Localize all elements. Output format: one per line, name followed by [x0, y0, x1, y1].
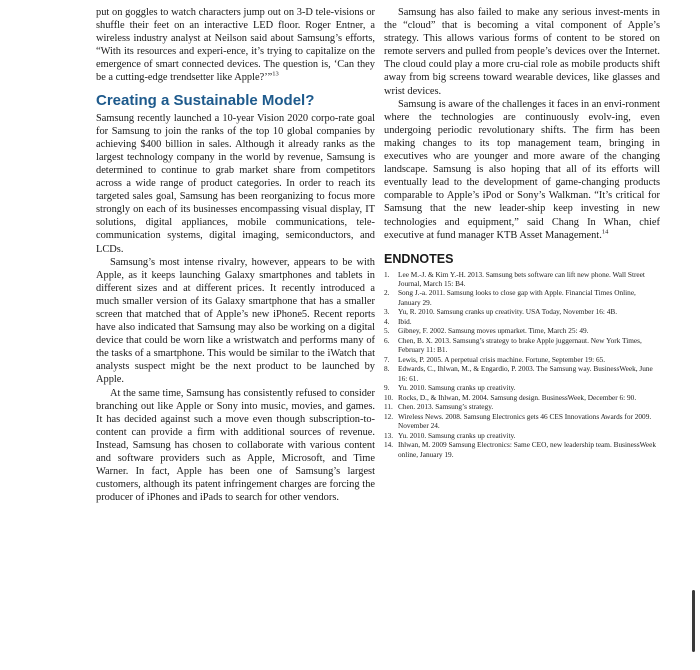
endnote-item — [384, 412, 660, 430]
endnote-number: 10. — [384, 392, 394, 402]
left-column — [96, 6, 375, 504]
endnote-text: Chen. 2013. Samsung’s strategy. — [398, 402, 494, 412]
endnote-reference: 14 — [601, 228, 609, 236]
endnote-text: Ibid. — [398, 316, 412, 326]
endnote-number: 11. — [384, 402, 393, 412]
endnote-text: Gibney, F. 2002. Samsung moves upmarket. Time, March 25: 49. — [398, 326, 589, 336]
endnote-text: Yu. 2010. Samsung cranks up creativity. — [398, 430, 516, 440]
endnote-item — [384, 326, 660, 335]
paragraph-text: put on goggles to watch characters jump out on 3-D tele-visions or shuffle their feet on an interactive LED floor. Roger Entner, a wireless industry analyst at Neilson said about Samsung’s efforts, “With its resources and experi-ence, it’s trying to capitalize on the emergence of smart connected devices. The question is, ‘Can they be a cutting-edge trendsetter like Apple?’” — [96, 7, 375, 84]
body-paragraph: Samsung recently launched a 10-year Vision 2020 corpo-rate goal for Samsung to join the ranks of the top 10 global companies by achieving $400 billion in sales. Although it already ranks as the largest technology company in the world by revenue, Samsung is determined to continue to grab market share from competitors across a wide range of product categories. In order to reach its targeted sales goal, Samsung has been reorganizing to focus more strongly on each of its businesses encompassing visual display, IT solutions, digital appliances, mobile communications, tele-communication systems, digital imaging, semiconductors, and LCDs. — [96, 112, 375, 255]
endnotes-heading: ENDNOTES — [384, 251, 454, 266]
body-paragraph — [384, 98, 660, 242]
scrollbar-thumb[interactable] — [692, 590, 695, 652]
endnote-text: Wireless News. 2008. Samsung Electronics gets 46 CES Innovations Awards for 2009. November 24. — [398, 412, 652, 431]
endnote-text: Lewis, P. 2005. A perpetual crisis machine. Fortune, September 19: 65. — [398, 354, 606, 364]
body-paragraph: Samsung’s most intense rivalry, however, appears to be with Apple, as it keeps launching Galaxy smartphones and tablets in different sizes and at different prices. It recently introduced a much smaller version of its Galaxy smartphone that has a smaller screen that matched that of Apple’s new iPhone5. Recent reports have also indicated that Samsung may also be working on a digital device that could be worn like a wristwatch and performs many of the tasks of a smartphone. This would be similar to the iWatch that analysts suspect might be the next product to be launched by Apple. — [96, 256, 375, 386]
endnote-number: 3. — [384, 307, 390, 317]
endnote-text: Chen, B. X. 2013. Samsung’s strategy to brake Apple juggernaut. New York Times, February 11: B1. — [398, 336, 642, 355]
endnote-item — [384, 336, 660, 354]
endnote-item — [384, 364, 660, 382]
endnote-item — [384, 383, 660, 392]
endnote-item — [384, 307, 660, 316]
body-paragraph — [96, 6, 375, 85]
paragraph-text: Samsung is aware of the challenges it faces in an envi-ronment where the technologies are continuously evolv-ing, even undergoing periodic revolutionary shifts. The firm has been making changes to its top management team, bringing in executives who are younger and more aware of the changing landscape. Samsung is also hoping that all of its efforts will eventually lead to the development of game-changing products comparable to Apple’s iPod or Sony’s Walkman. “It’s critical for Samsung that the new leader-ship keep investing in new technologies and equipment,” said Chang In Whan, chief executive at fund manager KTB Asset Management. — [384, 98, 660, 241]
endnote-text: Yu, R. 2010. Samsung cranks up creativity. USA Today, November 16: 4B. — [398, 307, 618, 317]
endnote-number: 6. — [384, 336, 390, 346]
endnote-item — [384, 431, 660, 440]
endnote-number: 4. — [384, 316, 390, 326]
endnote-number: 1. — [384, 269, 390, 279]
endnote-reference: 13 — [272, 71, 279, 78]
body-paragraph: Samsung has also failed to make any serious invest-ments in the “cloud” that is becoming a vital component of Apple’s strategy. This allows various forms of content to be stored on remote servers and pulled from people’s devices over the Internet. The cloud could play a more cru-cial role as mobile products shift away from big screens toward wearable devices, like glasses and wrist devices. — [384, 7, 660, 97]
endnote-item — [384, 355, 660, 364]
endnote-number: 14. — [384, 440, 394, 450]
endnote-item — [384, 270, 660, 288]
endnote-number: 9. — [384, 383, 390, 393]
endnote-number: 5. — [384, 326, 390, 336]
endnote-text: Rocks, D., & Ihlwan, M. 2004. Samsung design. BusinessWeek, December 6: 90. — [398, 392, 637, 402]
endnote-number: 2. — [384, 288, 390, 298]
endnote-text: Song J.-a. 2011. Samsung looks to close gap with Apple. Financial Times Online, January 29. — [398, 288, 636, 307]
endnote-item — [384, 393, 660, 402]
endnote-number: 12. — [384, 412, 394, 422]
right-column — [384, 6, 660, 459]
endnote-item — [384, 317, 660, 326]
endnote-item — [384, 402, 660, 411]
endnote-text: Yu. 2010. Samsung cranks up creativity. — [398, 383, 516, 393]
endnote-text: Lee M.-J. & Kim Y.-H. 2013. Samsung bets software can lift new phone. Wall Street Journal, March 15: B4. — [398, 269, 645, 288]
endnote-number: 13. — [384, 430, 394, 440]
endnote-number: 8. — [384, 364, 390, 374]
body-paragraph: At the same time, Samsung has consistently refused to consider branching out like Apple or Sony into music, movies, and games. It has decided against such a move even though subscription-to-content can provide a firm with additional sources of revenue. Instead, Samsung has chosen to collaborate with various content and software providers such as Apple, Microsoft, and Time Warner. In fact, Apple has been one of Samsung’s largest customers, although its patent infringement charges are forcing the producer of iPhones and iPads to search for other vendors. — [96, 387, 375, 504]
endnotes-list — [384, 270, 660, 459]
endnote-item — [384, 440, 660, 458]
endnote-text: Ihlwan, M. 2009 Samsung Electronics: Same CEO, new leadership team. BusinessWeek online, January 19. — [398, 440, 656, 459]
endnote-item — [384, 288, 660, 306]
section-heading: Creating a Sustainable Model? — [96, 91, 315, 109]
endnote-number: 7. — [384, 354, 390, 364]
endnote-text: Edwards, C., Ihlwan, M., & Engardio, P. 2003. The Samsung way. BusinessWeek, June 16: 61. — [398, 364, 653, 383]
